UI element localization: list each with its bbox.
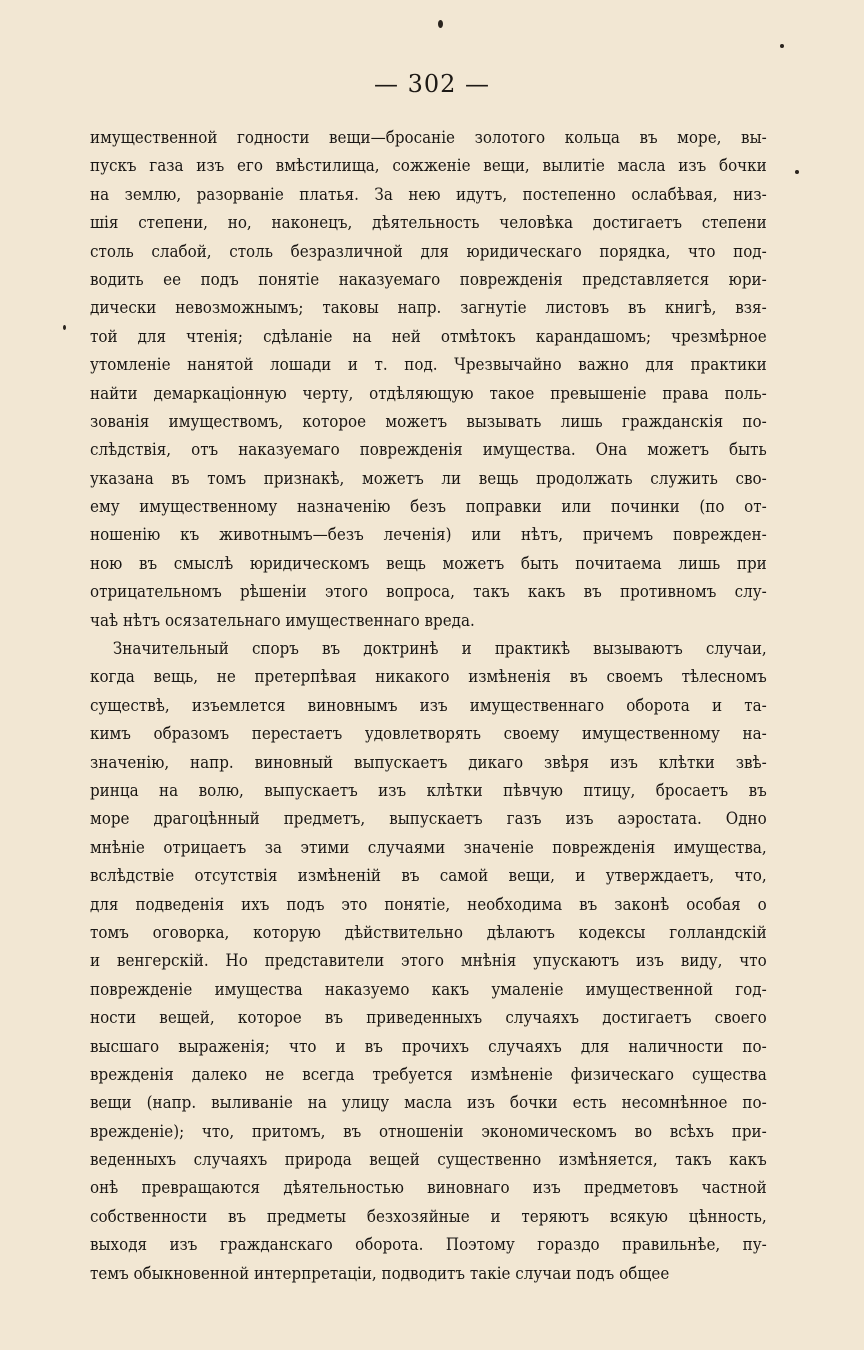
text-line: Значительный споръ въ доктринѣ и практикѣ вызываютъ случаи, <box>112 639 767 660</box>
text-line: врежденія далеко не всегда требуется измѣненіе физическаго существа <box>90 1064 767 1085</box>
text-line: ринца на волю, выпускаетъ изъ клѣтки пѣвчую птицу, бросаетъ въ <box>90 780 767 801</box>
text-line: дически невозможнымъ; таковы напр. загнутіе листовъ въ книгѣ, взя- <box>90 298 767 319</box>
text-line: мнѣніе отрицаетъ за этими случаями значеніе поврежденія имущества, <box>90 837 767 858</box>
page-number: — 302 — <box>373 70 491 98</box>
text-line: темъ обыкновенной интерпретаціи, подводитъ такіе случаи подъ общее <box>90 1263 670 1284</box>
text-line: той для чтенія; сдѣланіе на ней отмѣтокъ карандашомъ; чрезмѣрное <box>90 326 767 347</box>
text-line: вслѣдствіе отсутствія измѣненій въ самой вещи, и утверждаетъ, что, <box>90 866 767 887</box>
body-text <box>90 124 767 1288</box>
text-line: значенію, напр. виновный выпускаетъ дикаго звѣря изъ клѣтки звѣ- <box>90 752 767 773</box>
text-line: врежденіе); что, притомъ, въ отношеніи экономическомъ во всѣхъ при- <box>90 1121 767 1142</box>
paragraph <box>90 124 767 635</box>
text-line: кимъ образомъ перестаетъ удовлетворять своему имущественному на- <box>90 724 767 745</box>
text-line: онѣ превращаются дѣятельностью виновнаго изъ предметовъ частной <box>90 1178 767 1199</box>
text-line: слѣдствія, отъ наказуемаго поврежденія имущества. Она можетъ быть <box>90 440 767 461</box>
text-line: выходя изъ гражданскаго оборота. Поэтому гораздо правильнѣе, пу- <box>90 1235 767 1256</box>
text-line: имущественной годности вещи—бросаніе золотого кольца въ море, вы- <box>90 128 767 148</box>
text-line: столь слабой, столь безразличной для юридическаго порядка, что под- <box>90 241 767 262</box>
text-line: на землю, разорваніе платья. За нею идутъ, постепенно ослабѣвая, низ- <box>90 184 767 205</box>
text-line: ности вещей, которое въ приведенныхъ случаяхъ достигаетъ своего <box>90 1008 767 1029</box>
text-line: шія степени, но, наконецъ, дѣятельность человѣка достигаетъ степени <box>90 213 767 234</box>
text-line: найти демаркаціонную черту, отдѣляющую такое превышеніе права поль- <box>90 383 767 404</box>
ink-speck <box>795 170 799 174</box>
text-line: море драгоцѣнный предметъ, выпускаетъ газъ изъ аэростата. Одно <box>90 809 767 830</box>
ink-speck <box>438 20 443 28</box>
text-line: веденныхъ случаяхъ природа вещей существенно измѣняется, такъ какъ <box>90 1150 767 1171</box>
ink-speck <box>780 44 784 48</box>
paragraph <box>90 635 767 1288</box>
text-line: ною въ смыслѣ юридическомъ вещь можетъ быть почитаема лишь при <box>90 553 767 574</box>
text-line: для подведенія ихъ подъ это понятіе, необходима въ законѣ особая о <box>90 894 767 915</box>
text-line: высшаго выраженія; что и въ прочихъ случаяхъ для наличности по- <box>90 1036 767 1057</box>
text-line: ношенію къ животнымъ—безъ леченія) или нѣтъ, причемъ поврежден- <box>90 525 767 546</box>
text-line: отрицательномъ рѣшеніи этого вопроса, такъ какъ въ противномъ слу- <box>90 582 767 603</box>
text-line: водить ее подъ понятіе наказуемаго поврежденія представляется юри- <box>90 269 767 290</box>
text-line: существѣ, изъемлется виновнымъ изъ имущественнаго оборота и та- <box>90 695 767 716</box>
text-line: зованія имуществомъ, которое можетъ вызывать лишь гражданскія по- <box>90 411 767 432</box>
text-line: когда вещь, не претерпѣвая никакого измѣненія въ своемъ тѣлесномъ <box>90 667 767 688</box>
text-line: утомленіе нанятой лошади и т. под. Чрезвычайно важно для практики <box>90 355 767 376</box>
text-line: ему имущественному назначенію безъ поправки или починки (по от- <box>90 497 767 518</box>
text-line: чаѣ нѣтъ осязательнаго имущественнаго вреда. <box>90 610 475 631</box>
text-line: поврежденіе имущества наказуемо какъ умаленіе имущественной год- <box>90 979 767 1000</box>
text-line: вещи (напр. выливаніе на улицу масла изъ бочки есть несомнѣнное по- <box>90 1093 767 1114</box>
text-line: пускъ газа изъ его вмѣстилища, сожженіе вещи, вылитіе масла изъ бочки <box>90 156 767 177</box>
ink-speck <box>63 325 66 330</box>
text-line: собственности въ предметы безхозяйные и теряютъ всякую цѣнность, <box>90 1206 767 1227</box>
text-line: и венгерскій. Но представители этого мнѣнія упускаютъ изъ виду, что <box>90 951 767 972</box>
text-line: указана въ томъ признакѣ, можетъ ли вещь продолжать служить сво- <box>90 468 767 489</box>
text-line: томъ оговорка, которую дѣйствительно дѣлаютъ кодексы голландскій <box>90 922 767 943</box>
